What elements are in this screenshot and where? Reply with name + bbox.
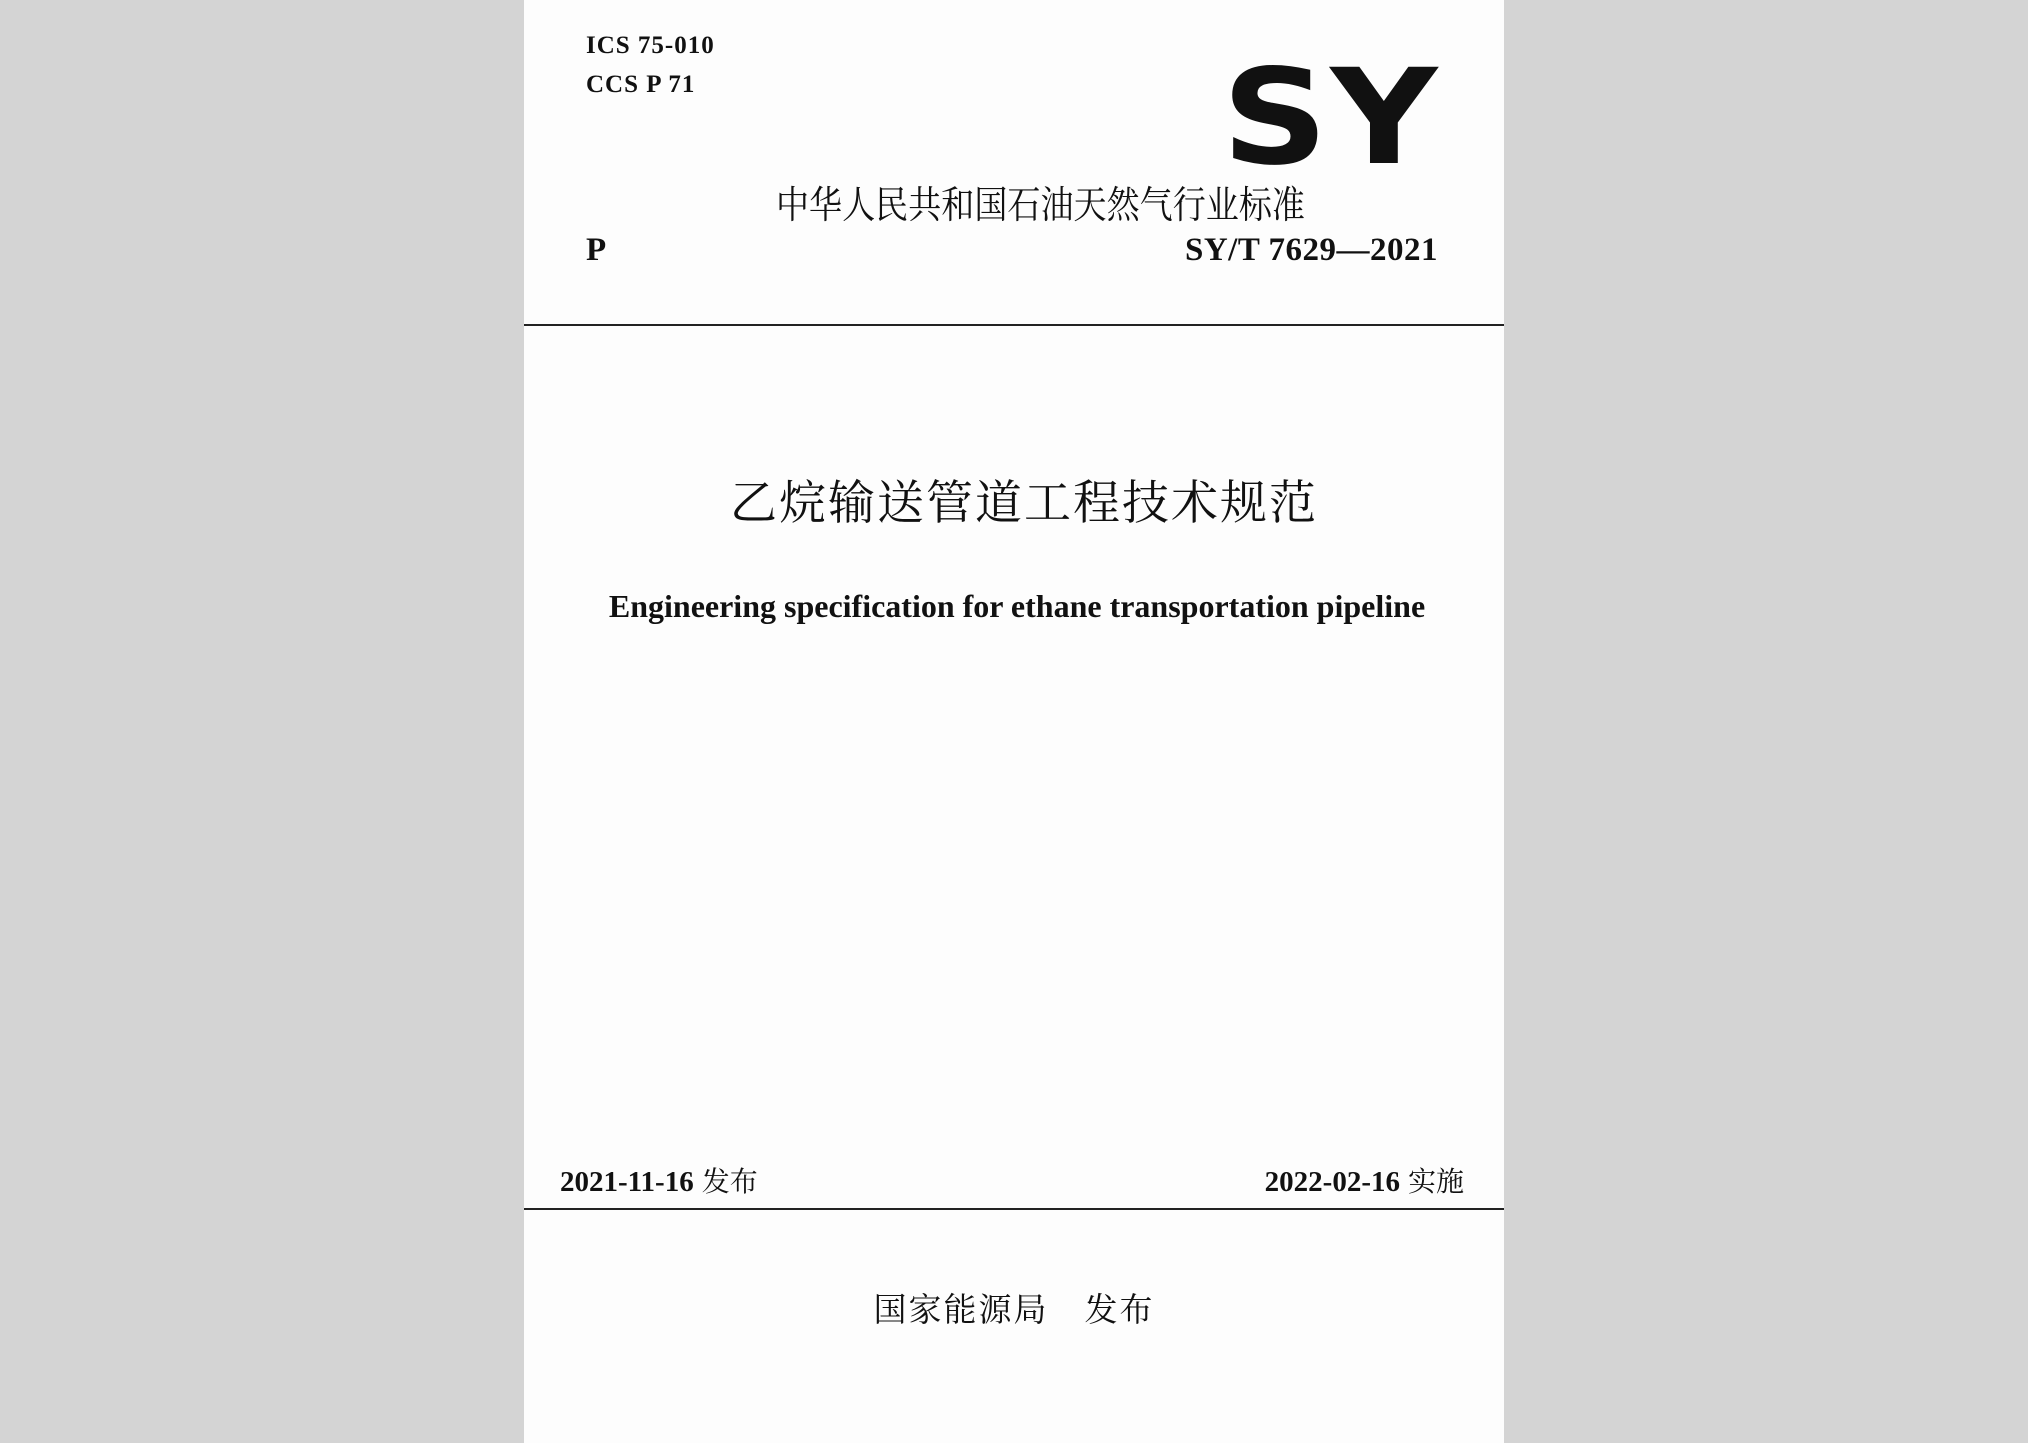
publisher-action: 发布 bbox=[1084, 1290, 1155, 1329]
issue-date: 2021-11-16 bbox=[560, 1166, 694, 1198]
issue-label: 发布 bbox=[701, 1165, 758, 1198]
document-cover-page bbox=[524, 0, 1504, 1443]
issue-date-line bbox=[560, 1160, 758, 1200]
implementation-date-line bbox=[1265, 1160, 1464, 1200]
publisher-line bbox=[524, 1284, 1504, 1331]
implementation-label: 实施 bbox=[1407, 1165, 1464, 1198]
ics-code: ICS 75-010 bbox=[586, 32, 715, 59]
standard-number: SY/T 7629—2021 bbox=[1184, 232, 1438, 268]
publisher-name: 国家能源局 bbox=[873, 1290, 1049, 1329]
implementation-date: 2022-02-16 bbox=[1264, 1166, 1400, 1198]
title-chinese: 乙烷输送管道工程技术规范 bbox=[730, 476, 1318, 531]
bottom-divider bbox=[524, 1208, 1504, 1210]
category-code: P bbox=[586, 232, 607, 268]
top-divider bbox=[524, 324, 1504, 326]
sy-logo: SY bbox=[1221, 41, 1440, 195]
ccs-code: CCS P 71 bbox=[586, 71, 696, 98]
title-english: Engineering specification for ethane transportation pipeline bbox=[608, 588, 1426, 624]
industry-standard-heading: 中华人民共和国石油天然气行业标准 bbox=[776, 183, 1305, 227]
